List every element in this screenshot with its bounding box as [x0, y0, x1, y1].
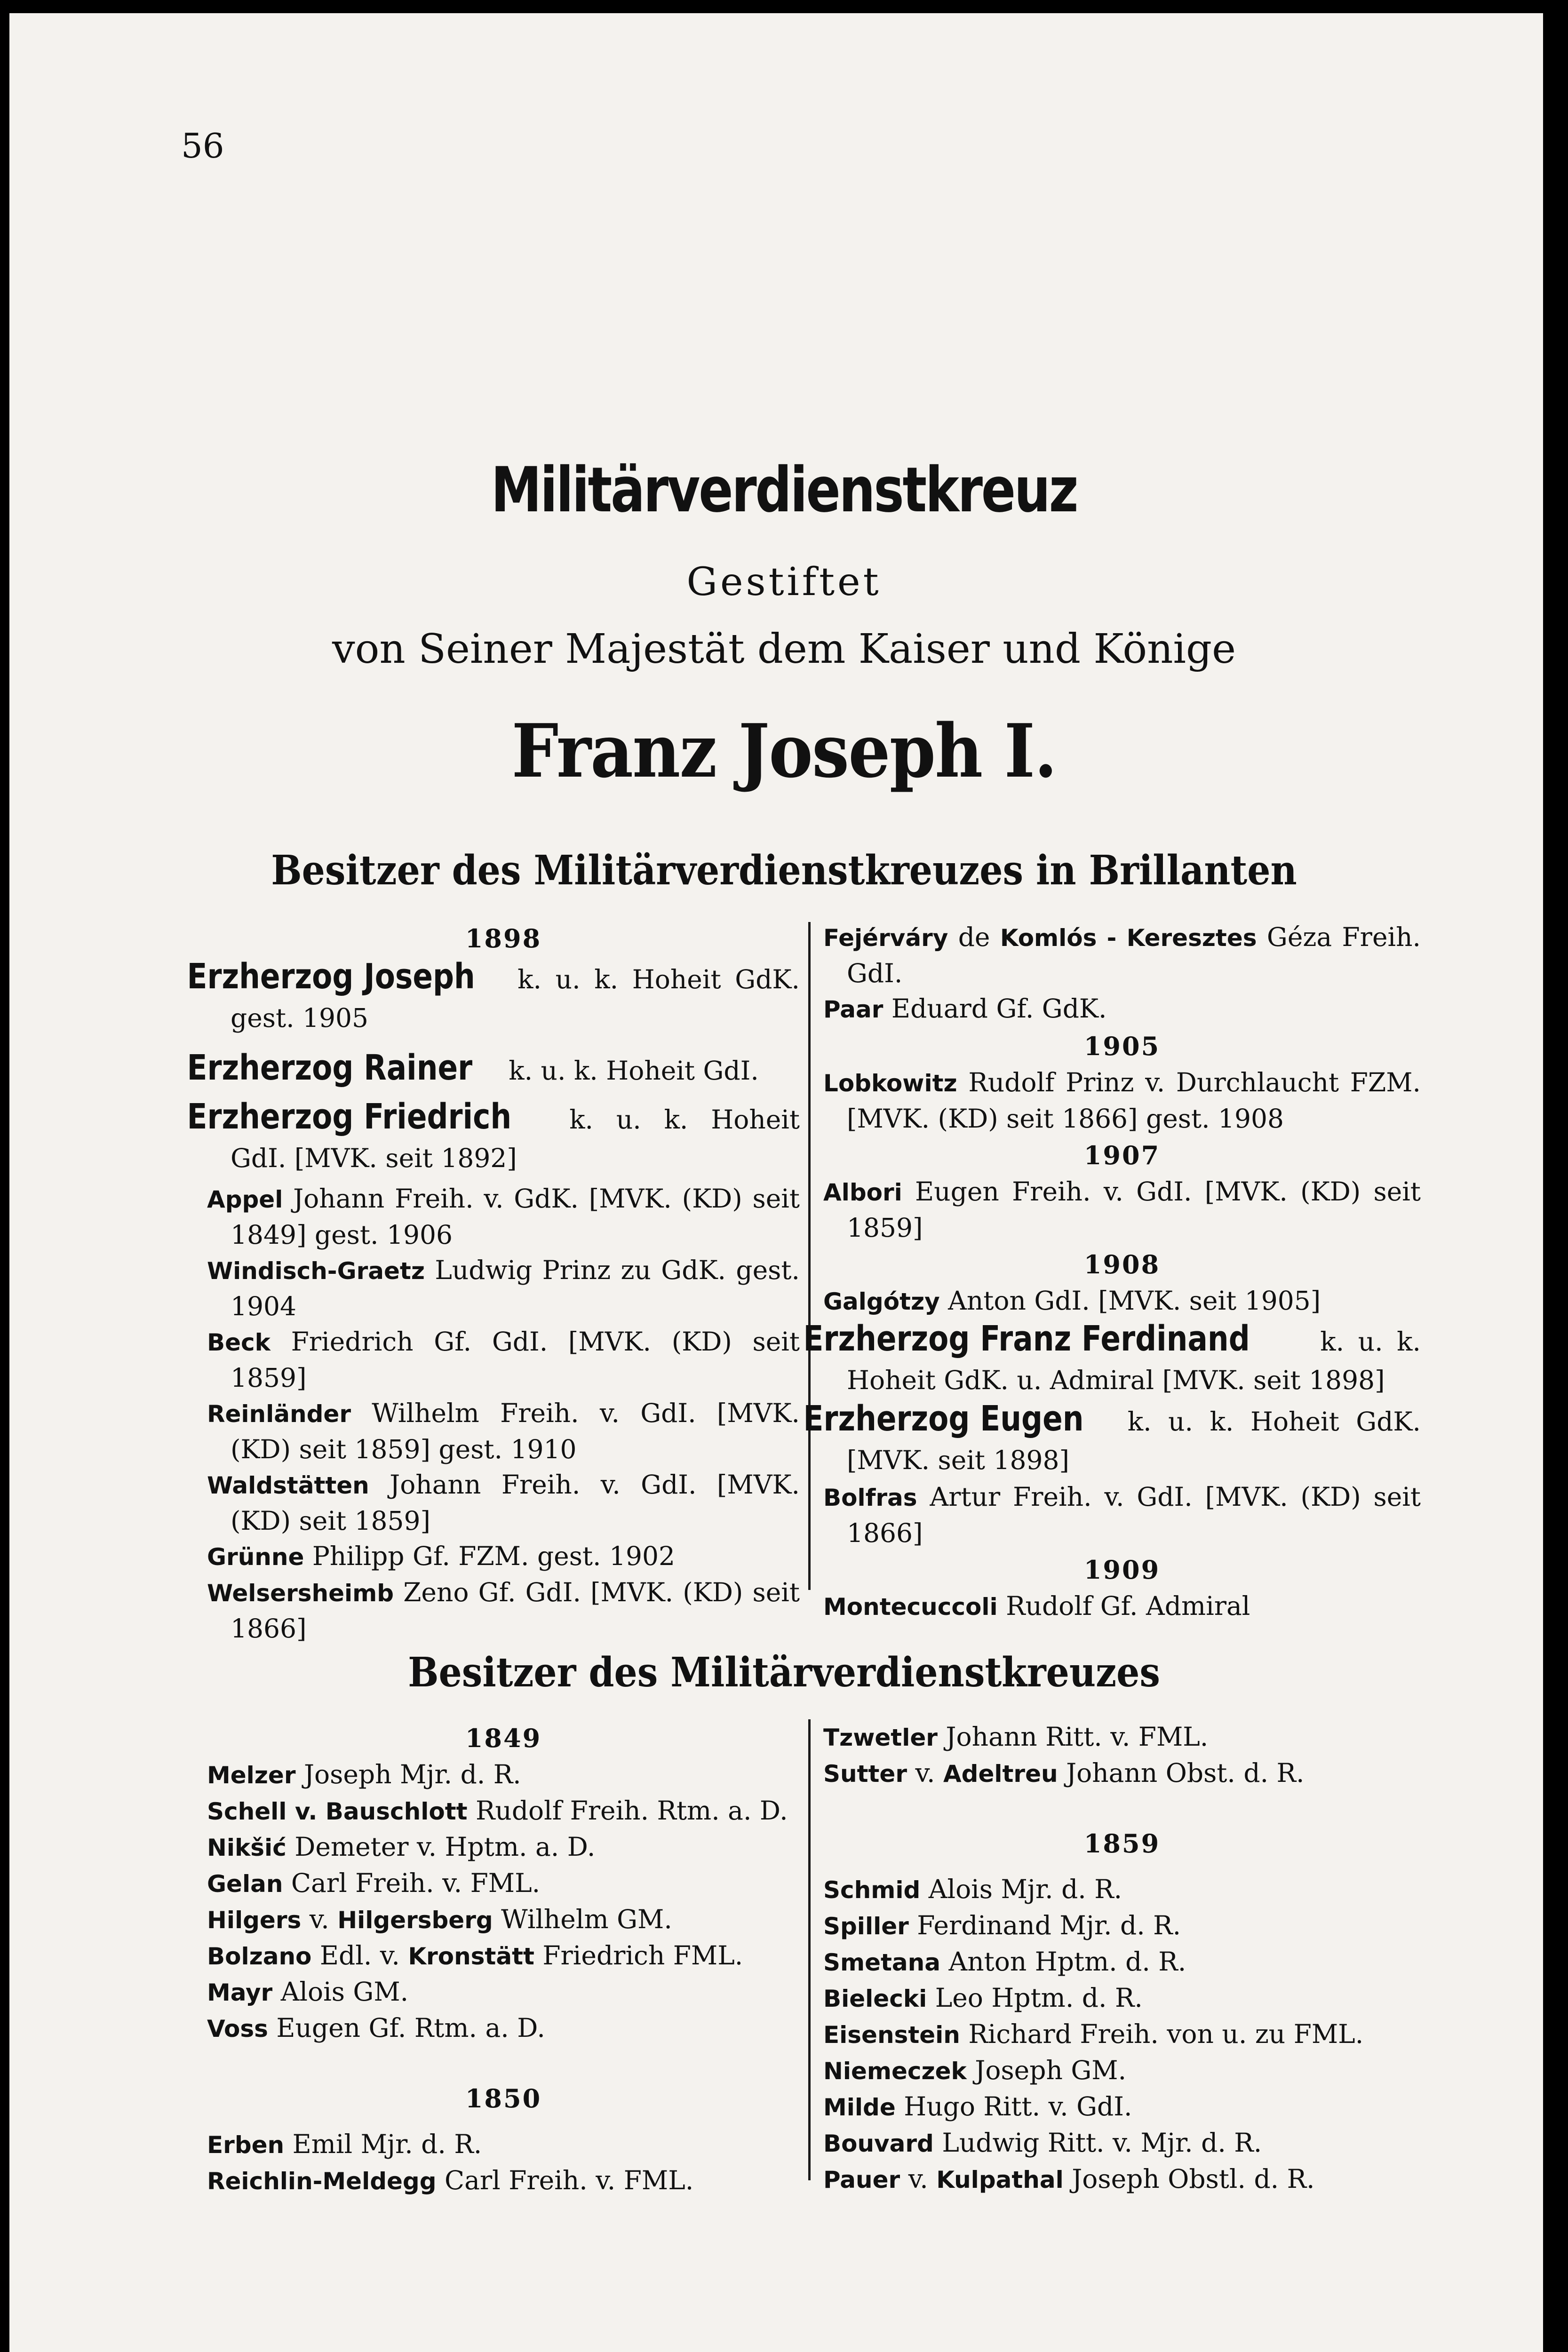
list-item: Paar Eduard Gf. GdK.: [823, 993, 1107, 1024]
year-heading: 1905: [1083, 1031, 1161, 1061]
section1-right-column: [803, 920, 1421, 1625]
subtitle: Gestiftet: [686, 560, 882, 604]
emperor-name: Franz Joseph I.: [511, 708, 1057, 794]
list-item: Erzherzog Eugen k. u. k. Hoheit GdK. [MVK. seit 1898]: [803, 1398, 1421, 1475]
list-item: Lobkowitz Rudolf Prinz v. Durchlaucht FZM. [MVK. (KD) seit 1866] gest. 1908: [823, 1067, 1421, 1134]
list-item: Bolzano Edl. v. Kronstätt Friedrich FML.: [207, 1940, 743, 1971]
list-item: Waldstätten Johann Freih. v. GdI. [MVK. (KD) seit 1859]: [207, 1470, 800, 1536]
list-item: Erzherzog Friedrich k. u. k. Hoheit GdI. [MVK. seit 1892]: [187, 1097, 800, 1173]
list-item: Erzherzog Franz Ferdinand k. u. k. Hoheit GdK. u. Admiral [MVK. seit 1898]: [803, 1319, 1421, 1395]
list-item: Welsersheimb Zeno Gf. GdI. [MVK. (KD) seit 1866]: [207, 1577, 800, 1644]
section1-left-column: [187, 920, 800, 1646]
list-item: Fejérváry de Komlós - Keresztes Géza Freih. GdI.: [823, 922, 1421, 988]
year-heading: 1859: [1083, 1828, 1161, 1859]
year-heading: 1908: [1083, 1249, 1161, 1279]
column-divider: [808, 1719, 811, 2180]
year-heading: 1849: [465, 1723, 542, 1753]
list-item: Montecuccoli Rudolf Gf. Admiral: [823, 1591, 1250, 1621]
list-item: Reinländer Wilhelm Freih. v. GdI. [MVK. (KD) seit 1859] gest. 1910: [207, 1398, 800, 1464]
list-item: Erzherzog Rainer k. u. k. Hoheit GdI.: [187, 1048, 759, 1088]
list-item: Melzer Joseph Mjr. d. R.: [207, 1759, 521, 1789]
section2-left-column: [207, 1719, 800, 2199]
list-item: Voss Eugen Gf. Rtm. a. D.: [207, 2013, 545, 2043]
list-item: Windisch-Graetz Ludwig Prinz zu GdK. gest. 1904: [207, 1255, 800, 1321]
list-item: Schmid Alois Mjr. d. R.: [823, 1874, 1122, 1904]
list-item: Niemeczek Joseph GM.: [823, 2055, 1127, 2085]
list-item: Bolfras Artur Freih. v. GdI. [MVK. (KD) seit 1866]: [823, 1482, 1421, 1548]
list-item: Galgótzy Anton GdI. [MVK. seit 1905]: [823, 1286, 1321, 1316]
list-item: Schell v. Bauschlott Rudolf Freih. Rtm. a. D.: [207, 1796, 788, 1826]
list-item: Nikšić Demeter v. Hptm. a. D.: [207, 1832, 596, 1862]
list-item: Albori Eugen Freih. v. GdI. [MVK. (KD) seit 1859]: [823, 1176, 1421, 1243]
list-item: Pauer v. Kulpathal Joseph Obstl. d. R.: [823, 2164, 1315, 2194]
list-item: Tzwetler Johann Ritt. v. FML.: [823, 1722, 1209, 1752]
list-item: Hilgers v. Hilgersberg Wilhelm GM.: [207, 1904, 672, 1934]
page-title: Militärverdienstkreuz: [491, 454, 1077, 526]
list-item: Erben Emil Mjr. d. R.: [207, 2129, 482, 2159]
list-item: Spiller Ferdinand Mjr. d. R.: [823, 1910, 1181, 1940]
list-item: Reichlin-Meldegg Carl Freih. v. FML.: [207, 2165, 694, 2195]
year-heading: 1898: [465, 923, 542, 954]
list-item: Eisenstein Richard Freih. von u. zu FML.: [823, 2019, 1364, 2049]
year-heading: 1909: [1083, 1555, 1161, 1585]
list-item: Mayr Alois GM.: [207, 1977, 409, 2007]
section-heading-besitzer: Besitzer des Militärverdienstkreuzes: [408, 1649, 1160, 1696]
list-item: Erzherzog Joseph k. u. k. Hoheit GdK. gest. 1905: [187, 956, 800, 1033]
list-item: Smetana Anton Hptm. d. R.: [823, 1947, 1186, 1977]
dedication-line: von Seiner Majestät dem Kaiser und Könige: [332, 626, 1236, 673]
column-divider: [808, 922, 811, 1590]
section-heading-brillanten: Besitzer des Militärverdienstkreuzes in Brillanten: [271, 847, 1297, 894]
list-item: Appel Johann Freih. v. GdK. [MVK. (KD) seit 1849] gest. 1906: [207, 1184, 800, 1250]
list-item: Milde Hugo Ritt. v. GdI.: [823, 2091, 1132, 2122]
list-item: Gelan Carl Freih. v. FML.: [207, 1868, 541, 1898]
list-item: Sutter v. Adeltreu Johann Obst. d. R.: [823, 1758, 1305, 1788]
year-heading: 1850: [465, 2083, 542, 2114]
list-item: Bielecki Leo Hptm. d. R.: [823, 1983, 1143, 2013]
list-item: Beck Friedrich Gf. GdI. [MVK. (KD) seit 1859]: [207, 1327, 800, 1393]
section2-right-column: [823, 1719, 1421, 2198]
page-number: 56: [181, 126, 224, 166]
list-item: Bouvard Ludwig Ritt. v. Mjr. d. R.: [823, 2128, 1262, 2158]
year-heading: 1907: [1083, 1140, 1161, 1170]
list-item: Grünne Philipp Gf. FZM. gest. 1902: [207, 1541, 675, 1571]
